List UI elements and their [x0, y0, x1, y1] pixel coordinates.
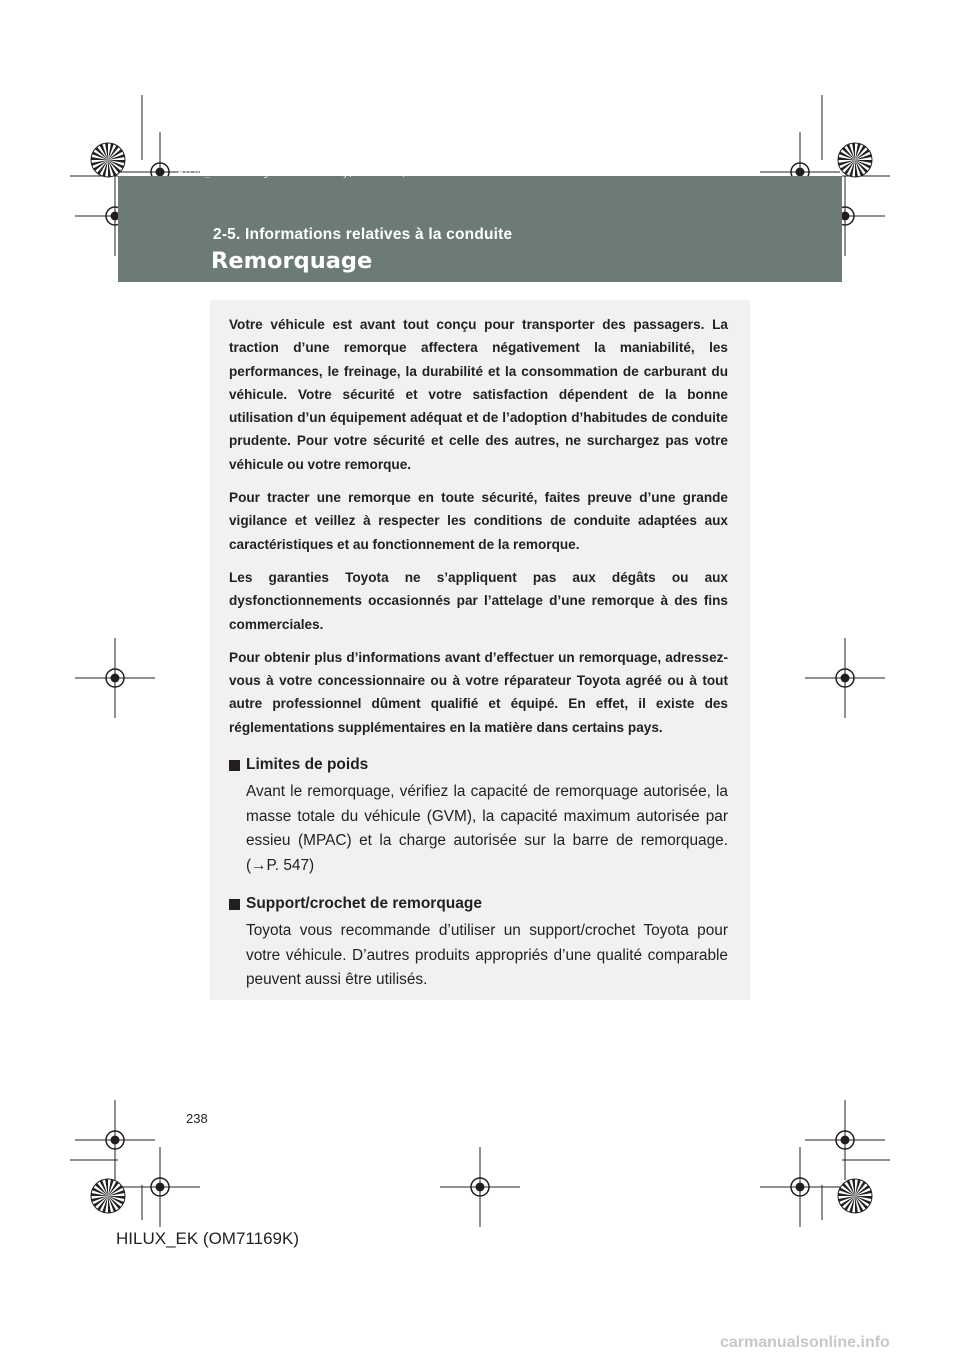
registration-mark-dot [111, 1136, 120, 1145]
item-body: Toyota vous recommande d’utiliser un support/crochet Toyota pour votre véhicule. D’autres produits appropriés d’une qualité comparable peuvent aussi être utilisés. [246, 922, 728, 989]
page-title: Remorquage [211, 248, 373, 274]
tow-hitch-item [229, 892, 728, 993]
square-bullet-icon [229, 899, 240, 910]
intro-paragraph: Pour tracter une remorque en toute sécurité, faites preuve d’une grande vigilance et veillez à respecter les conditions de conduite adaptées aux caractéristiques et au fonctionnement de la remorque. [229, 490, 728, 552]
watermark: carmanualsonline.info [720, 1334, 890, 1351]
item-heading: Limites de poids [246, 756, 369, 774]
content-box [210, 300, 750, 1000]
registration-mark-dot [841, 1136, 850, 1145]
item-heading-row [229, 753, 728, 777]
page-number: 238 [186, 1111, 208, 1126]
intro-paragraph: Pour obtenir plus d’informations avant d’effectuer un remorquage, adressez-vous à votre concessionnaire ou à votre réparateur Toyota agréé ou à tout autre professionnel dûment qualifié et équipé. En effet, il existe des réglementations supplémentaires en la matière dans certains pays. [229, 649, 728, 735]
registration-mark-dot [111, 674, 120, 683]
section-label: 2-5. Informations relatives à la conduite [213, 226, 513, 243]
registration-mark-dot [156, 1183, 165, 1192]
registration-mark-dot [841, 674, 850, 683]
item-body: Avant le remorquage, vérifiez la capacité de remorquage autorisée, la masse totale du véhicule (GVM), la capacité maximum autorisée par essieu (MPAC) et la charge autorisée sur la barre de remorquage. (→P. 547) [246, 783, 728, 874]
weight-limits-item [229, 753, 728, 878]
book-print-stamp: HILUX_EK.book Page 238 Wednesday, March 23, 2011 3:03 PM [178, 169, 476, 179]
square-bullet-icon [229, 760, 240, 771]
item-heading: Support/crochet de remorquage [246, 895, 482, 913]
intro-paragraph: Les garanties Toyota ne s’appliquent pas aux dégâts ou aux dysfonctionnements occasionnés par l’attelage d’une remorque à des fins commerciales. [229, 569, 728, 632]
registration-mark-dot [796, 1183, 805, 1192]
item-heading-row [229, 892, 728, 916]
model-code: HILUX_EK (OM71169K) [116, 1229, 299, 1248]
registration-mark-dot [476, 1183, 485, 1192]
intro-paragraph: Votre véhicule est avant tout conçu pour transporter des passagers. La traction d’une remorque affectera négativement la maniabilité, les performances, le freinage, la durabilité et la consommation de carburant du véhicule. Votre sécurité et votre satisfaction dépendent de la bonne utilisation d’un équipement adéquat et de l’adoption d’habitudes de conduite prudente. Pour votre sécurité et celle des autres, ne surchargez pas votre véhicule ou votre remorque. [229, 317, 728, 472]
